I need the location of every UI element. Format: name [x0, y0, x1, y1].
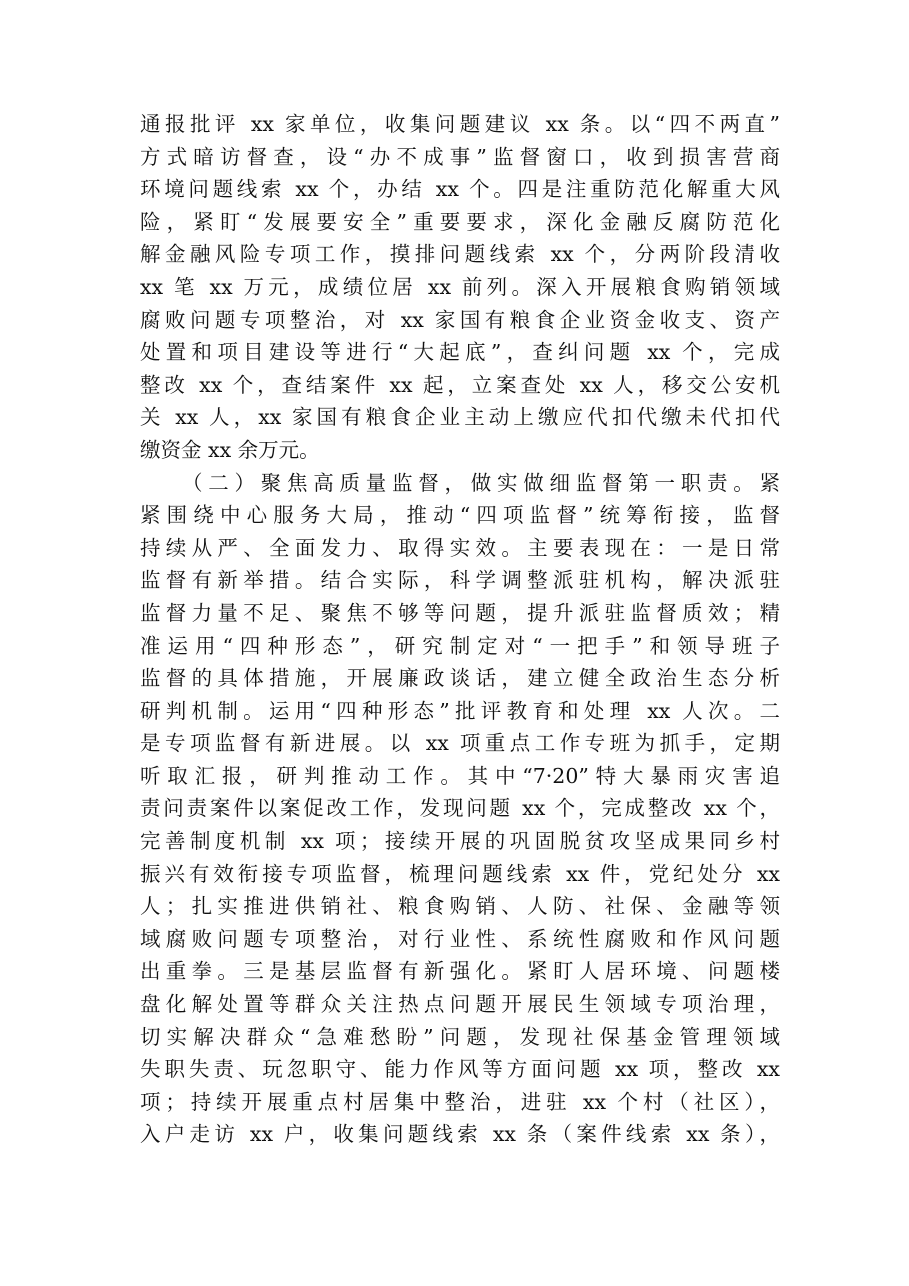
paragraph-1-line-11: 缴资金 xx 余万元。: [140, 437, 320, 462]
paragraph-1-line-3: 环境问题线索 xx 个，办结 xx 个。四是注重防范化解重大风: [140, 177, 780, 202]
paragraph-2-line-2: 紧围绕中心服务大局，推动“四项监督”统筹衔接，监督: [140, 503, 780, 528]
paragraph-2-line-6: 准运用“四种形态”，研究制定对“一把手”和领导班子: [140, 633, 780, 658]
paragraph-2-line-12: 完善制度机制 xx 项；接续开展的巩固脱贫攻坚成果同乡村: [140, 829, 780, 854]
paragraph-2-line-14: 人；扎实推进供销社、粮食购销、人防、社保、金融等领: [140, 894, 780, 919]
paragraph-1-line-8: 处置和项目建设等进行“大起底”，查纠问题 xx 个，完成: [140, 340, 780, 365]
document-body: [140, 108, 780, 1151]
paragraph-2-line-8: 研判机制。运用“四种形态”批评教育和处理 xx 人次。二: [140, 698, 780, 723]
paragraph-2-line-10: 听取汇报，研判推动工作。其中“7·20”特大暴雨灾害追: [140, 763, 780, 788]
paragraph-2-line-19: 失职失责、玩忽职守、能力作风等方面问题 xx 项，整改 xx: [140, 1057, 780, 1082]
paragraph-2: [140, 467, 780, 1151]
paragraph-2-line-17: 盘化解处置等群众关注热点问题开展民生领域专项治理，: [140, 992, 780, 1017]
paragraph-2-line-20: 项；持续开展重点村居集中整治，进驻 xx 个村（社区），: [140, 1089, 780, 1114]
paragraph-2-line-4: 监督有新举措。结合实际，科学调整派驻机构，解决派驻: [140, 568, 780, 593]
paragraph-1: [140, 108, 780, 467]
paragraph-1-line-5: 解金融风险专项工作，摸排问题线索 xx 个，分两阶段清收: [140, 242, 780, 267]
paragraph-2-line-21: 入户走访 xx 户，收集问题线索 xx 条（案件线索 xx 条），: [140, 1122, 780, 1147]
paragraph-2-line-1: （二）聚焦高质量监督，做实做细监督第一职责。紧: [182, 470, 780, 495]
paragraph-1-line-2: 方式暗访督查，设“办不成事”监督窗口，收到损害营商: [140, 144, 780, 169]
paragraph-1-line-6: xx 笔 xx 万元，成绩位居 xx 前列。深入开展粮食购销领域: [140, 274, 780, 299]
paragraph-2-line-7: 监督的具体措施，开展廉政谈话，建立健全政治生态分析: [140, 666, 780, 691]
paragraph-2-line-11: 责问责案件以案促改工作，发现问题 xx 个，完成整改 xx 个，: [140, 796, 780, 821]
paragraph-1-line-4: 险，紧盯“发展要安全”重要要求，深化金融反腐防范化: [140, 209, 780, 234]
paragraph-2-line-18: 切实解决群众“急难愁盼”问题，发现社保基金管理领域: [140, 1024, 780, 1049]
paragraph-2-line-13: 振兴有效衔接专项监督，梳理问题线索 xx 件，党纪处分 xx: [140, 861, 780, 886]
paragraph-1-line-10: 关 xx 人，xx 家国有粮食企业主动上缴应代扣代缴未代扣代: [140, 405, 780, 430]
paragraph-2-line-15: 域腐败问题专项整治，对行业性、系统性腐败和作风问题: [140, 926, 780, 951]
paragraph-2-line-5: 监督力量不足、聚焦不够等问题，提升派驻监督质效；精: [140, 600, 780, 625]
paragraph-2-line-9: 是专项监督有新进展。以 xx 项重点工作专班为抓手，定期: [140, 731, 780, 756]
paragraph-2-line-3: 持续从严、全面发力、取得实效。主要表现在：一是日常: [140, 535, 780, 560]
paragraph-1-line-7: 腐败问题专项整治，对 xx 家国有粮食企业资金收支、资产: [140, 307, 780, 332]
paragraph-1-line-1: 通报批评 xx 家单位，收集问题建议 xx 条。以“四不两直”: [140, 112, 780, 136]
paragraph-2-line-16: 出重拳。三是基层监督有新强化。紧盯人居环境、问题楼: [140, 959, 780, 984]
paragraph-1-line-9: 整改 xx 个，查结案件 xx 起，立案查处 xx 人，移交公安机: [140, 372, 780, 397]
